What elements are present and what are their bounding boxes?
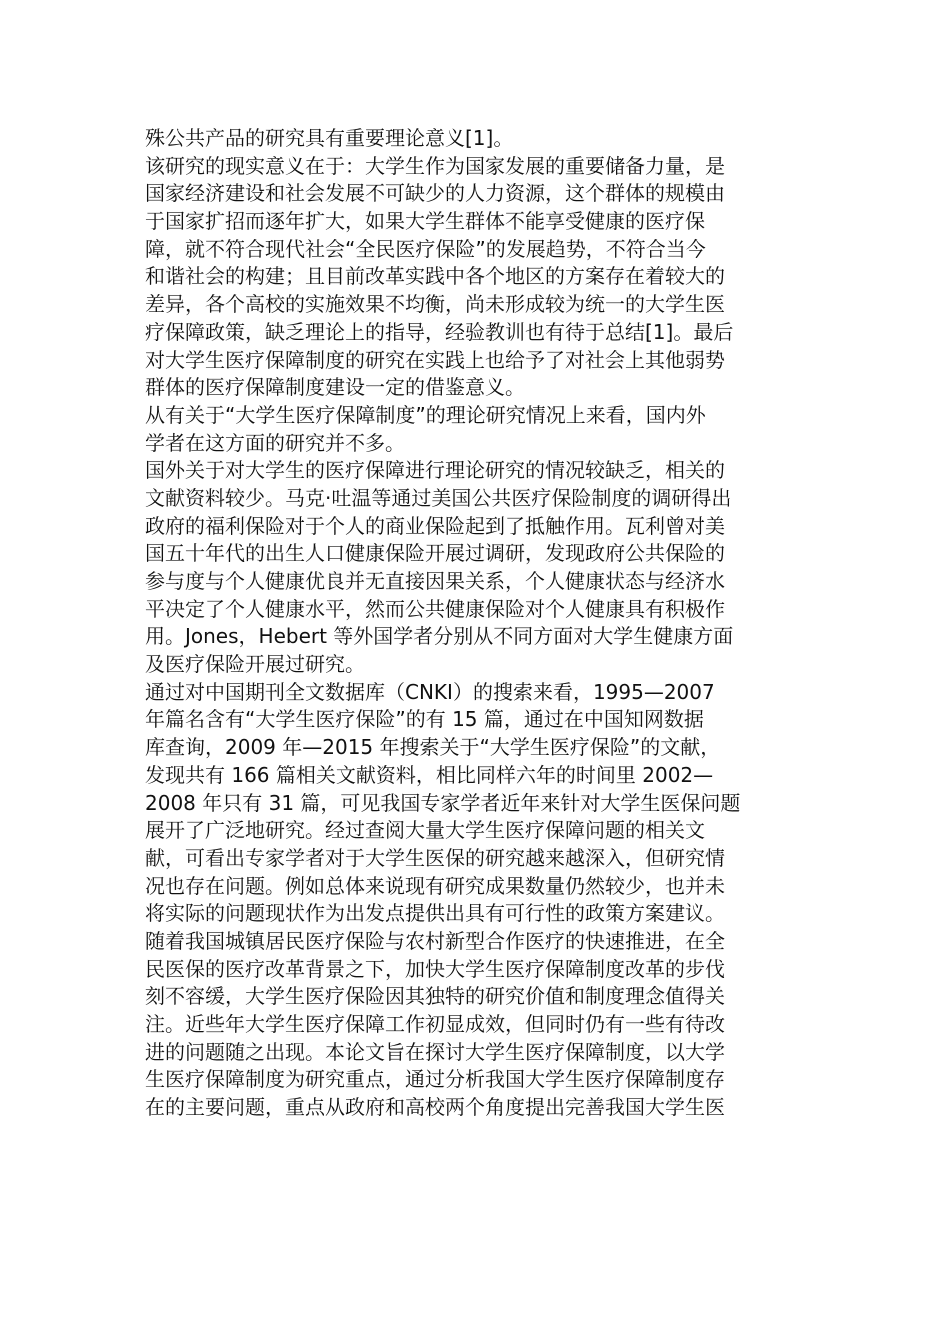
text-line: 通过对中国期刊全文数据库（CNKI）的搜索来看，1995—2007 xyxy=(145,679,715,704)
text-line: 发现共有 166 篇相关文献资料，相比同样六年的时间里 2002— xyxy=(145,762,714,787)
text-line: 和谐社会的构建；且目前改革实践中各个地区的方案存在着较大的 xyxy=(145,264,725,289)
text-line: 展开了广泛地研究。经过查阅大量大学生医疗保障问题的相关文 xyxy=(145,818,705,843)
text-line: 从有关于“大学生医疗保障制度”的理论研究情况上来看，国内外 xyxy=(145,402,706,427)
text-line: 国五十年代的出生人口健康保险开展过调研，发现政府公共保险的 xyxy=(145,541,725,566)
text-line: 参与度与个人健康优良并无直接因果关系，个人健康状态与经济水 xyxy=(145,569,725,593)
text-line: 年篇名含有“大学生医疗保险”的有 15 篇，通过在中国知网数据 xyxy=(145,707,704,732)
text-line: 随着我国城镇居民医疗保险与农村新型合作医疗的快速推进，在全 xyxy=(145,928,725,953)
text-line: 生医疗保障制度为研究重点，通过分析我国大学生医疗保障制度存 xyxy=(145,1067,725,1092)
text-line: 将实际的问题现状作为出发点提供出具有可行性的政策方案建议。 xyxy=(145,901,725,926)
text-line: 对大学生医疗保障制度的研究在实践上也给予了对社会上其他弱势 xyxy=(145,347,725,372)
text-line: 况也存在问题。例如总体来说现有研究成果数量仍然较少，也并未 xyxy=(145,873,725,898)
text-line: 群体的医疗保障制度建设一定的借鉴意义。 xyxy=(145,375,525,400)
text-line: 国外关于对大学生的医疗保障进行理论研究的情况较缺乏，相关的 xyxy=(145,458,725,483)
text-line: 国家经济建设和社会发展不可缺少的人力资源，这个群体的规模由 xyxy=(145,181,725,206)
text-line: 差异，各个高校的实施效果不均衡，尚未形成较为统一的大学生医 xyxy=(145,292,725,317)
body-text xyxy=(145,125,810,1122)
text-line: 该研究的现实意义在于：大学生作为国家发展的重要储备力量，是 xyxy=(145,153,725,178)
text-line: 民医保的医疗改革背景之下，加快大学生医疗保障制度改革的步伐 xyxy=(145,956,725,981)
text-line: 于国家扩招而逐年扩大，如果大学生群体不能享受健康的医疗保 xyxy=(145,209,705,234)
text-line: 刻不容缓，大学生医疗保险因其独特的研究价值和制度理念值得关 xyxy=(145,984,725,1009)
text-line: 政府的福利保险对于个人的商业保险起到了抵触作用。瓦利曾对美 xyxy=(145,513,725,538)
text-line: 学者在这方面的研究并不多。 xyxy=(145,430,405,455)
text-line: 障，就不符合现代社会“全民医疗保险”的发展趋势，不符合当今 xyxy=(145,236,706,261)
text-line: 疗保障政策，缺乏理论上的指导，经验教训也有待于总结[1]。最后 xyxy=(145,319,734,344)
text-line: 在的主要问题，重点从政府和高校两个角度提出完善我国大学生医 xyxy=(145,1095,725,1120)
text-line: 献，可看出专家学者对于大学生医保的研究越来越深入，但研究情 xyxy=(145,845,725,870)
text-line: 及医疗保险开展过研究。 xyxy=(145,652,365,677)
text-line: 殊公共产品的研究具有重要理论意义[1]。 xyxy=(145,126,514,150)
text-line: 注。近些年大学生医疗保障工作初显成效，但同时仍有一些有待改 xyxy=(145,1012,725,1036)
text-line: 文献资料较少。马克·吐温等通过美国公共医疗保险制度的调研得出 xyxy=(145,485,732,510)
text-line: 平决定了个人健康水平，然而公共健康保险对个人健康具有积极作 xyxy=(145,596,725,621)
text-line: 用。Jones，Hebert 等外国学者分别从不同方面对大学生健康方面 xyxy=(145,624,734,649)
text-line: 进的问题随之出现。本论文旨在探讨大学生医疗保障制度，以大学 xyxy=(145,1039,725,1064)
text-line: 2008 年只有 31 篇，可见我国专家学者近年来针对大学生医保问题 xyxy=(145,790,741,815)
text-line: 库查询，2009 年—2015 年搜索关于“大学生医疗保险”的文献， xyxy=(145,735,721,760)
